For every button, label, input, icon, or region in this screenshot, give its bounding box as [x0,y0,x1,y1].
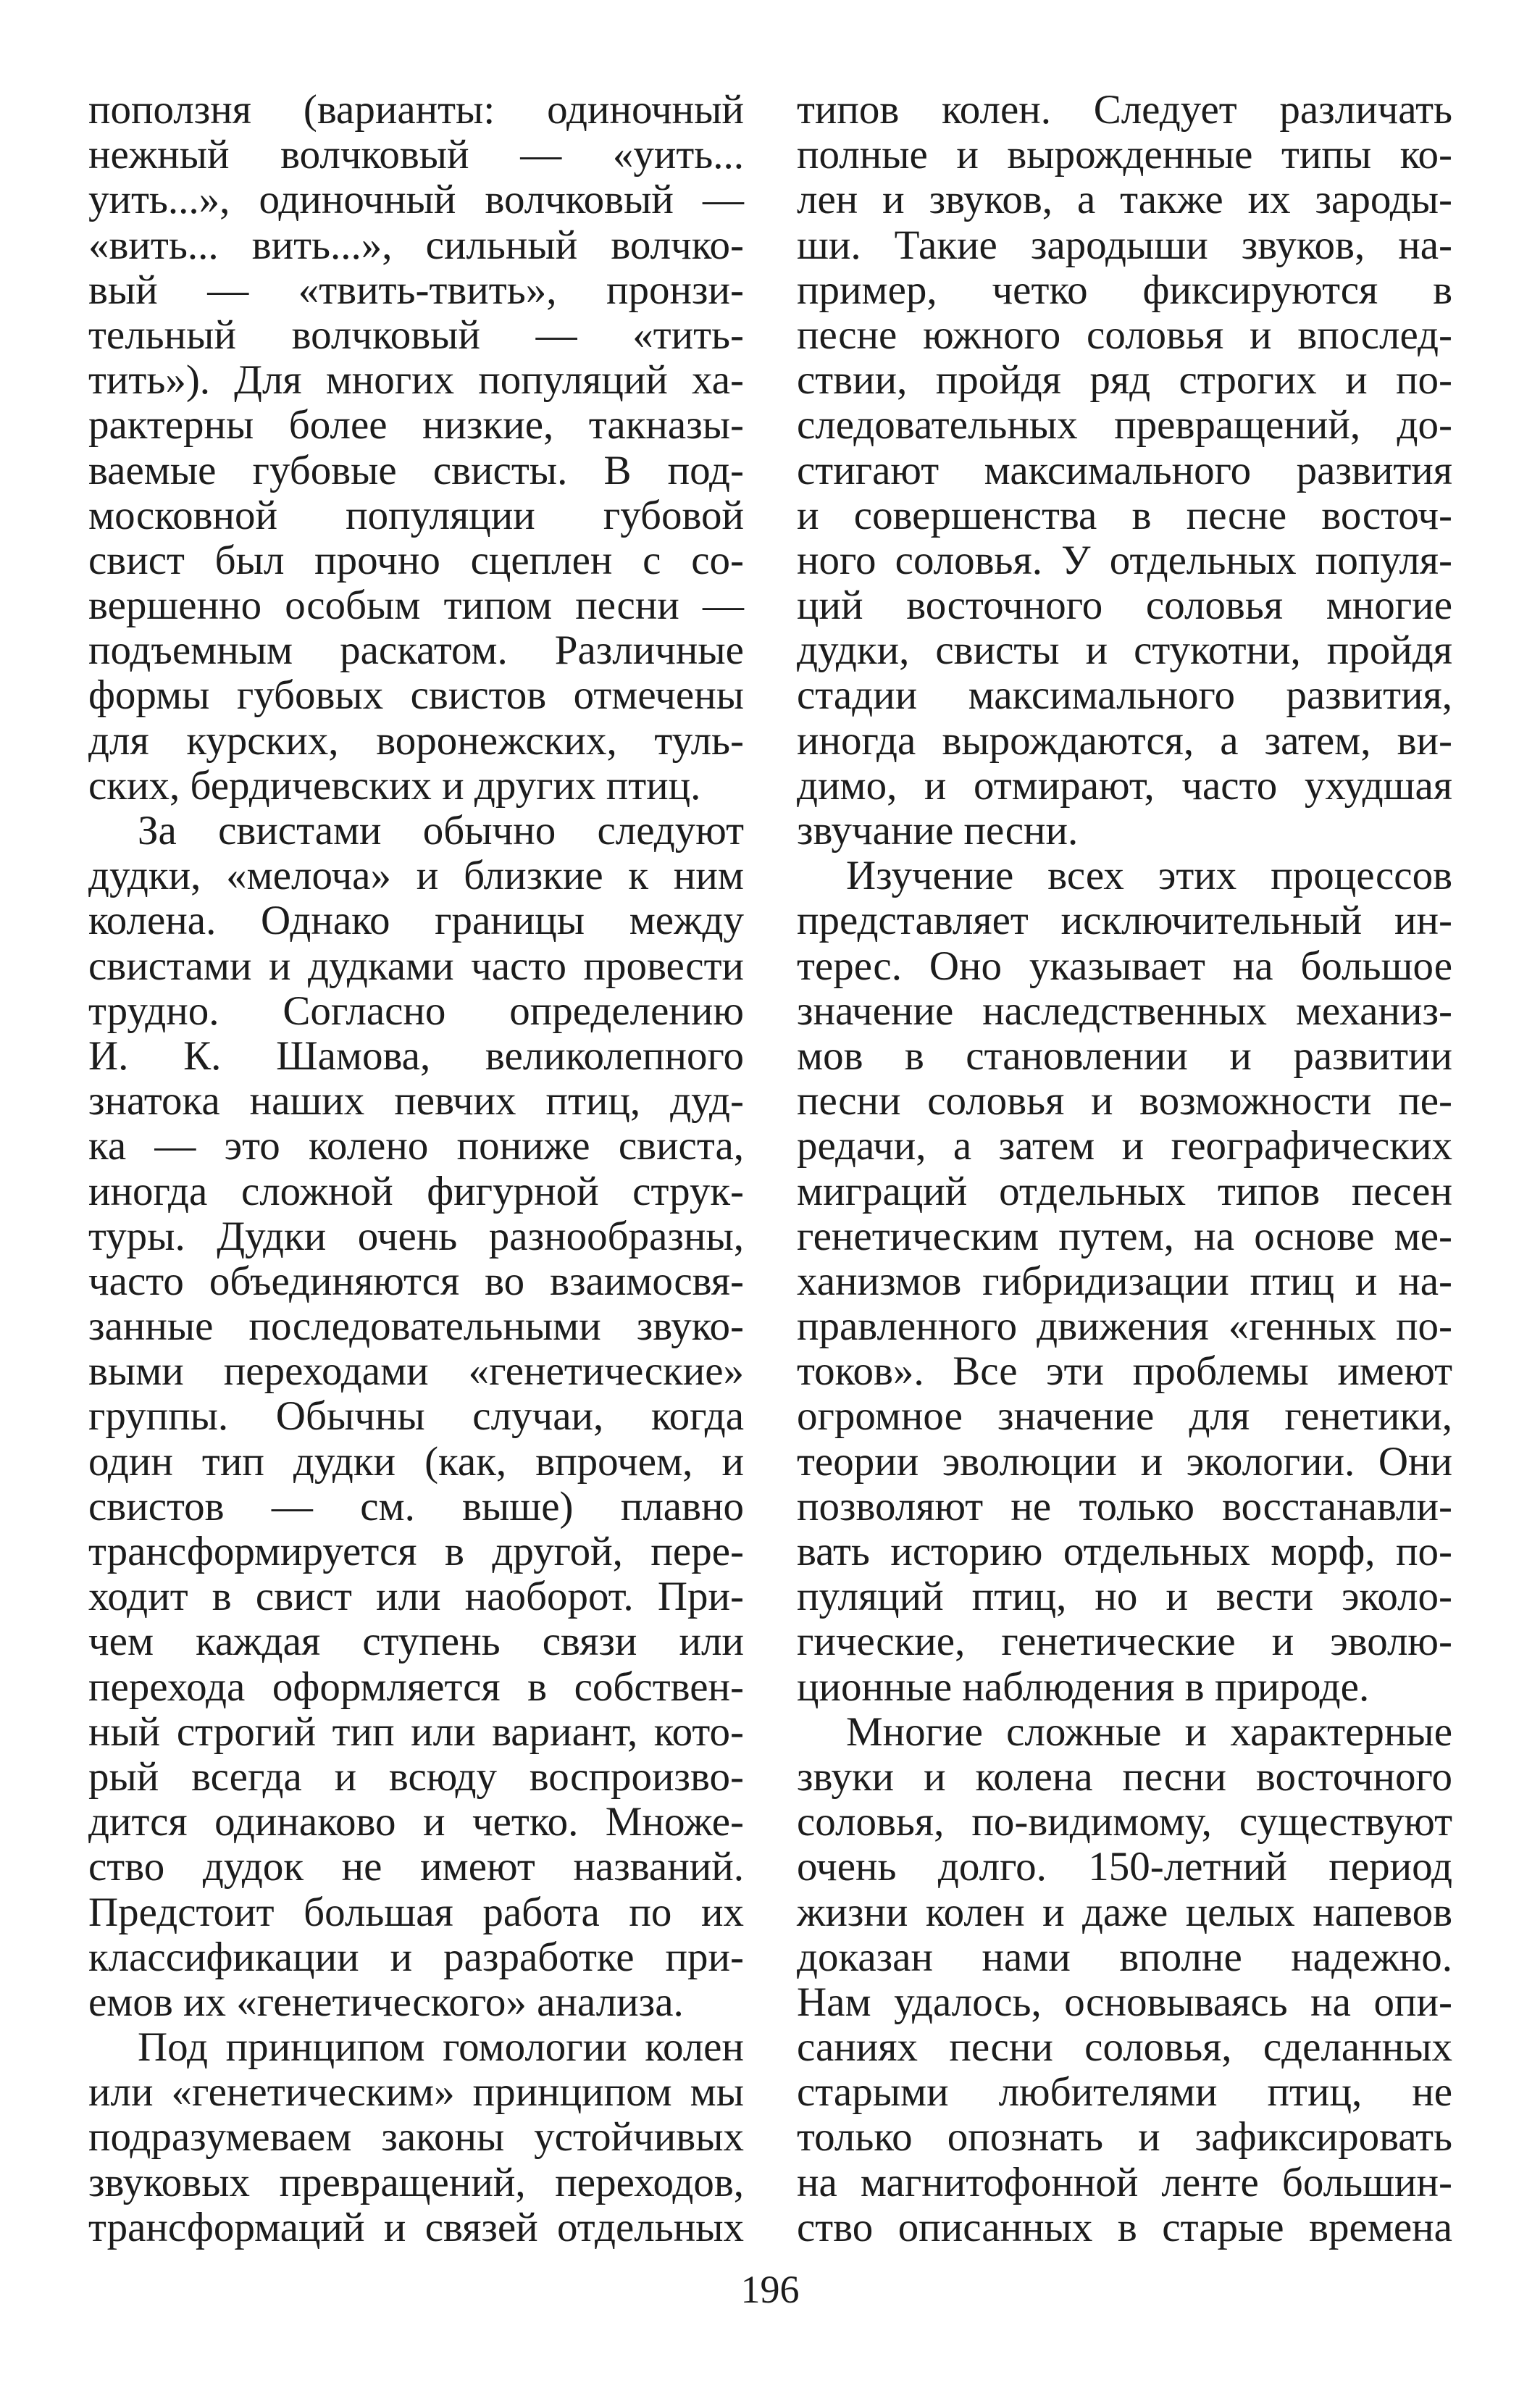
text-line: ного соловья. У отдельных популя- [797,537,1452,583]
text-line: пуляций птиц, но и вести эколо- [797,1574,1452,1620]
text-line: Нам удалось, основываясь на опи- [797,1979,1452,2025]
text-line: ши. Такие зародыши звуков, на- [797,222,1452,268]
text-line: звуки и колена песни восточного [797,1753,1452,1800]
text-line: «вить... вить...», сильный волчко- [88,222,744,268]
text-line: жизни колен и даже целых напевов [797,1889,1452,1935]
text-line: доказан нами вполне надежно. [797,1934,1452,1980]
text-line: ваемые губовые свисты. В под- [88,447,744,493]
text-line: ство дудок не имеют названий. [88,1844,744,1890]
text-line: знатока наших певчих птиц, дуд- [88,1078,744,1124]
text-line: И. К. Шамова, великолепного [88,1032,744,1079]
text-line: значение наследственных механиз- [797,988,1452,1034]
text-line: тить»). Для многих популяций ха- [88,357,744,404]
text-line: только опознать и зафиксировать [797,2114,1452,2161]
text-line: один тип дудки (как, впрочем, и [88,1438,744,1485]
text-line: миграций отдельных типов песен [797,1168,1452,1214]
text-line: следовательных превращений, до- [797,402,1452,448]
text-line: ный строгий тип или вариант, кото- [88,1708,744,1755]
text-line: нежный волчковый — «уить... [88,132,744,178]
text-line: Изучение всех этих процессов [846,853,1452,899]
text-line: иногда сложной фигурной струк- [88,1168,744,1214]
text-line: и совершенства в песне восточ- [797,492,1452,538]
text-line: занные последовательными звуко- [88,1303,744,1350]
text-line: Предстоит большая работа по их [88,1889,744,1935]
text-line: ство описанных в старые времена [797,2204,1452,2250]
text-line: полные и вырожденные типы ко- [797,132,1452,178]
text-line: звуковых превращений, переходов, [88,2159,744,2205]
text-line: или «генетическим» принципом мы [88,2069,744,2116]
text-line: трансформаций и связей отдельных [88,2204,744,2250]
text-line: свист был прочно сцеплен с со- [88,537,744,583]
text-line: емов их «генетического» анализа. [88,1979,684,2025]
text-line: представляет исключительный ин- [797,898,1452,944]
text-line: димо, и отмирают, часто ухудшая [797,762,1452,809]
text-line: огромное значение для генетики, [797,1393,1452,1440]
text-line: рактерны более низкие, такназы- [88,402,744,448]
text-line: стигают максимального развития [797,447,1452,493]
page-number: 196 [740,2268,800,2311]
text-line: ка — это колено пониже свиста, [88,1123,744,1169]
text-line: часто объединяются во взаимосвя- [88,1258,744,1304]
text-line: поползня (варианты: одиночный [88,87,744,133]
text-line: пример, четко фиксируются в [797,267,1452,313]
text-line: дится одинаково и четко. Множе- [88,1799,744,1845]
text-line: вый — «твить-твить», пронзи- [88,267,744,313]
text-line: туры. Дудки очень разнообразны, [88,1213,744,1259]
text-line: иногда вырождаются, а затем, ви- [797,717,1452,764]
text-line: старыми любителями птиц, не [797,2069,1452,2116]
text-line: классификации и разработке при- [88,1934,744,1980]
text-line: трудно. Согласно определению [88,988,744,1034]
text-line: правленного движения «генных по- [797,1303,1452,1350]
text-line: колена. Однако границы между [88,898,744,944]
text-line: подразумеваем законы устойчивых [88,2114,744,2161]
text-line: ций восточного соловья многие [797,583,1452,629]
text-line: терес. Оно указывает на большое [797,943,1452,989]
text-column-left [88,88,744,2250]
text-line: московной популяции губовой [88,492,744,538]
text-line: песни соловья и возможности пе- [797,1078,1452,1124]
text-line: стадии максимального развития, [797,672,1452,719]
text-line: ствии, пройдя ряд строгих и по- [797,357,1452,404]
text-line: гические, генетические и эволю- [797,1619,1452,1665]
text-column-right [797,88,1452,2250]
text-line: чем каждая ступень связи или [88,1619,744,1665]
text-line: соловья, по-видимому, существуют [797,1799,1452,1845]
text-line: теории эволюции и экологии. Они [797,1438,1452,1485]
text-line: мов в становлении и развитии [797,1032,1452,1079]
text-line: группы. Обычны случаи, когда [88,1393,744,1440]
text-line: ходит в свист или наоборот. При- [88,1574,744,1620]
text-line: свистами и дудками часто провести [88,943,744,989]
text-line: рый всегда и всюду воспроизво- [88,1753,744,1800]
text-line: Под принципом гомологии колен [138,2024,744,2071]
text-line: формы губовых свистов отмечены [88,672,744,719]
text-line: типов колен. Следует различать [797,87,1452,133]
text-line: вершенно особым типом песни — [88,583,744,629]
text-line: вать историю отдельных морф, по- [797,1529,1452,1574]
text-line: За свистами обычно следуют [138,808,744,853]
text-line: ционные наблюдения в природе. [797,1664,1370,1710]
text-line: звучание песни. [797,808,1079,853]
text-line: песне южного соловья и впослед- [797,312,1452,358]
text-line: очень долго. 150-летний период [797,1844,1452,1890]
text-line: дудки, свисты и стукотни, пройдя [797,627,1452,674]
text-line: лен и звуков, а также их зароды- [797,177,1452,223]
text-line: ских, бердичевских и других птиц. [88,762,701,809]
text-line: на магнитофонной ленте большин- [797,2159,1452,2205]
text-line: подъемным раскатом. Различные [88,627,744,674]
text-line: ханизмов гибридизации птиц и на- [797,1258,1452,1304]
text-line: редачи, а затем и географических [797,1123,1452,1169]
text-line: выми переходами «генетические» [88,1348,744,1395]
text-line: свистов — см. выше) плавно [88,1483,744,1529]
text-line: генетическим путем, на основе ме- [797,1213,1452,1259]
text-line: тельный волчковый — «тить- [88,312,744,358]
text-line: уить...», одиночный волчковый — [88,177,744,223]
text-line: трансформируется в другой, пере- [88,1529,744,1574]
text-line: саниях песни соловья, сделанных [797,2024,1452,2071]
text-line: дудки, «мелоча» и близкие к ним [88,853,744,899]
text-line: Многие сложные и характерные [846,1708,1452,1755]
text-line: для курских, воронежских, туль- [88,717,744,764]
text-line: перехода оформляется в собствен- [88,1664,744,1710]
text-line: позволяют не только восстанавли- [797,1483,1452,1529]
text-line: токов». Все эти проблемы имеют [797,1348,1452,1395]
